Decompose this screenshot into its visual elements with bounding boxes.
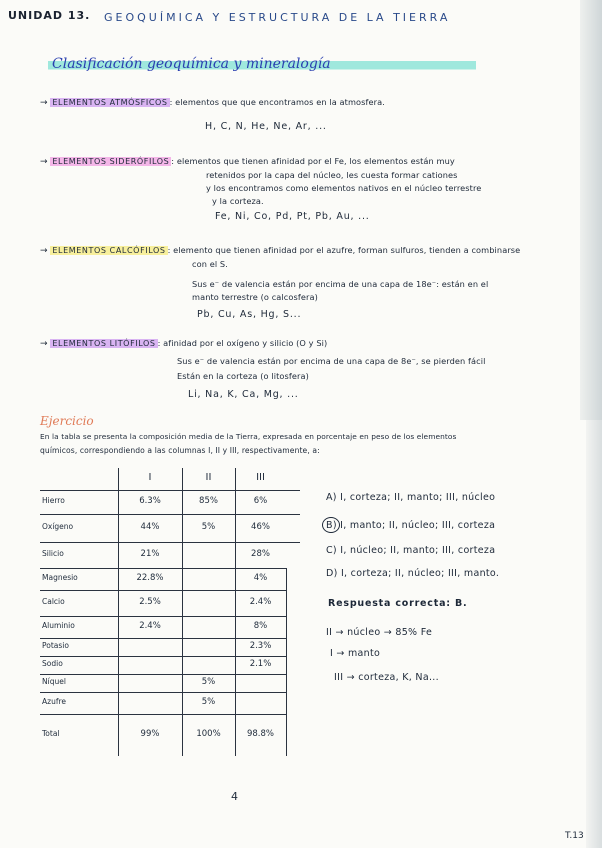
table-row-divider bbox=[40, 590, 286, 591]
table-row-label: Oxígeno bbox=[42, 522, 74, 531]
table-cell: 22.8% bbox=[136, 573, 164, 583]
table-cell: 2.3% bbox=[249, 641, 272, 651]
section-siderofilos bbox=[40, 156, 455, 167]
answer-note: III → corteza, K, Na... bbox=[334, 672, 439, 683]
arrow-icon: → bbox=[40, 98, 48, 108]
unit-label: UNIDAD 13. bbox=[8, 9, 91, 22]
table-cell: 44% bbox=[140, 522, 160, 532]
page-fold-shadow-lower bbox=[586, 420, 602, 848]
table-row-label: Total bbox=[42, 729, 60, 738]
definition-line: Están en la corteza (o litosfera) bbox=[177, 371, 309, 381]
table-row-label: Níquel bbox=[42, 677, 66, 686]
definition-line: y la corteza. bbox=[212, 196, 264, 206]
exercise-statement: químicos, correspondiendo a las columnas I, II y III, respectivamente, a: bbox=[40, 446, 320, 455]
table-col-divider bbox=[235, 468, 236, 756]
table-cell: 85% bbox=[199, 496, 218, 506]
table-col-divider bbox=[118, 468, 119, 756]
formula: Pb, Cu, As, Hg, S... bbox=[197, 309, 302, 320]
table-row-divider bbox=[40, 514, 300, 515]
table-row-divider bbox=[40, 616, 286, 617]
arrow-icon: → bbox=[40, 246, 48, 256]
table-cell: 5% bbox=[201, 677, 216, 687]
table-cell: 4% bbox=[253, 573, 268, 583]
table-row-divider bbox=[40, 568, 286, 569]
table-row-label: Aluminio bbox=[42, 621, 75, 630]
answer-note: II → núcleo → 85% Fe bbox=[326, 627, 433, 638]
section-litofilos bbox=[40, 338, 327, 349]
topic-code: T.13 bbox=[565, 831, 584, 841]
option-b-text: B) I, manto; II, núcleo; III, corteza bbox=[326, 520, 496, 531]
table-cell: 8% bbox=[253, 621, 268, 631]
answer-note: I → manto bbox=[330, 648, 381, 659]
term-label: ELEMENTOS CALCÓFILOS bbox=[52, 246, 166, 255]
table-cell: 2.1% bbox=[249, 659, 272, 669]
term-label: ELEMENTOS SIDERÓFILOS bbox=[52, 157, 170, 166]
table-row-label: Silicio bbox=[42, 549, 64, 558]
table-cell: 6.3% bbox=[139, 496, 161, 506]
page-number: 4 bbox=[231, 790, 238, 803]
formula: Fe, Ni, Co, Pd, Pt, Pb, Au, ... bbox=[215, 211, 370, 222]
page-fold-shadow bbox=[580, 0, 602, 420]
table-column-header: I bbox=[148, 472, 152, 483]
table-cell: 28% bbox=[251, 549, 270, 559]
table-col-divider bbox=[182, 468, 183, 756]
formula: H, C, N, He, Ne, Ar, ... bbox=[205, 121, 327, 132]
composition-table bbox=[40, 468, 286, 756]
term-label: ELEMENTOS ATMÓSFICOS bbox=[52, 98, 168, 107]
formula: Li, Na, K, Ca, Mg, ... bbox=[188, 389, 299, 400]
table-cell: 100% bbox=[196, 729, 221, 739]
option-d: D) I, corteza; II, núcleo; III, manto. bbox=[326, 568, 500, 579]
option-b bbox=[326, 520, 495, 531]
definition-line: : afinidad por el oxígeno y silicio (O y Si) bbox=[157, 338, 328, 348]
table-row-label: Calcio bbox=[42, 597, 65, 606]
definition-line: manto terrestre (o calcosfera) bbox=[192, 292, 318, 302]
section-calcofilos bbox=[40, 245, 520, 256]
table-row-label: Potasio bbox=[42, 641, 69, 650]
definition-line: Sus e⁻ de valencia están por encima de una capa de 18e⁻: están en el bbox=[192, 279, 489, 289]
arrow-icon: → bbox=[40, 157, 48, 167]
exercise-statement: En la tabla se presenta la composición media de la Tierra, expresada en porcentaje en peso de los elementos bbox=[40, 432, 457, 441]
definition-line: retenidos por la capa del núcleo, les cuesta formar cationes bbox=[206, 170, 458, 180]
table-cell: 46% bbox=[251, 522, 270, 532]
exercise-heading: Ejercicio bbox=[40, 414, 94, 428]
table-cell: 6% bbox=[253, 496, 268, 506]
definition-line: y los encontramos como elementos nativos en el núcleo terrestre bbox=[206, 183, 482, 193]
definition-line: : elementos que que encontramos en la atmosfera. bbox=[169, 97, 385, 107]
table-row-label: Azufre bbox=[42, 697, 66, 706]
table-row-divider bbox=[40, 714, 286, 715]
definition-line: : elemento que tienen afinidad por el azufre, forman sulfuros, tienden a combinarse bbox=[167, 245, 521, 255]
section-atmosfilos bbox=[40, 97, 385, 108]
arrow-icon: → bbox=[40, 339, 48, 349]
table-cell: 5% bbox=[201, 522, 216, 532]
table-row-label: Magnesio bbox=[42, 573, 78, 582]
table-cell: 21% bbox=[140, 549, 160, 559]
table-cell: 5% bbox=[201, 697, 216, 707]
table-cell: 2.4% bbox=[249, 597, 272, 607]
table-cell: 2.4% bbox=[139, 621, 161, 631]
answer-text: Respuesta correcta: B. bbox=[328, 598, 468, 609]
table-row-divider bbox=[40, 638, 286, 639]
table-row-divider bbox=[40, 656, 286, 657]
table-row-divider bbox=[40, 692, 286, 693]
table-row-label: Sodio bbox=[42, 659, 63, 668]
option-c: C) I, núcleo; II, manto; III, corteza bbox=[326, 545, 496, 556]
definition-line: Sus e⁻ de valencia están por encima de una capa de 8e⁻, se pierden fácil bbox=[177, 356, 486, 366]
term-label: ELEMENTOS LITÓFILOS bbox=[52, 339, 156, 348]
table-cell: 98.8% bbox=[246, 729, 274, 739]
table-row-label: Hierro bbox=[42, 496, 65, 505]
option-a: A) I, corteza; II, manto; III, núcleo bbox=[326, 492, 496, 503]
table-row-divider bbox=[40, 490, 300, 491]
table-row-divider bbox=[40, 674, 286, 675]
circle-mark-icon bbox=[322, 517, 340, 533]
table-cell: 2.5% bbox=[139, 597, 161, 607]
definition-line: : elementos que tienen afinidad por el Fe, los elementos están muy bbox=[171, 156, 455, 166]
table-column-header: II bbox=[205, 472, 212, 483]
table-cell: 99% bbox=[140, 729, 160, 739]
table-row-divider bbox=[40, 542, 300, 543]
table-col-divider bbox=[286, 568, 287, 756]
section-subtitle: Clasificación geoquímica y mineralogía bbox=[48, 56, 476, 72]
table-column-header: III bbox=[256, 472, 265, 483]
page-title: GEOQUÍMICA Y ESTRUCTURA DE LA TIERRA bbox=[104, 11, 451, 24]
definition-line: con el S. bbox=[192, 259, 228, 269]
